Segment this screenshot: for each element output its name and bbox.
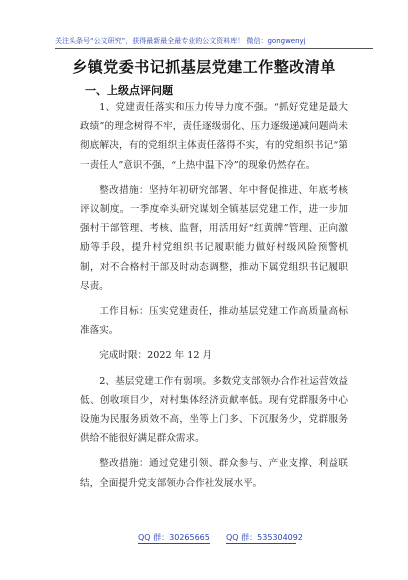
- footer-link-underline-2: [226, 543, 296, 544]
- header-divider: [55, 48, 373, 49]
- paragraph-goal-1: 工作目标：压实党建责任，推动基层党建工作高质量高标准落实。: [80, 306, 348, 337]
- paragraph-measures-1: 整改措施：坚持年初研究部署、年中督促推进、年底考核评议制度。一季度牵头研究谋划全镇基层党建工作，进一步加强村干部管理、考核、监督，用活用好“红黄牌”管理、正向激励等手段，提升村党组织书记履职能力做好村级风险预警机制，对不合格村干部及时动态调整，推动下属党组织书记履职尽责。: [80, 184, 348, 292]
- paragraph-deadline-1: 完成时限：2022 年 12 月: [99, 350, 213, 362]
- paragraph-issue-2: 2、基层党建工作有弱项。多数党支部领办合作社运营效益低、创收项目少，对村集体经济贡献率低。现有党群服务中心设施为民服务质效不高，坐等上门多、下沉服务少，党群服务供给不能很好满足群众需求。: [80, 375, 348, 445]
- section-heading: 一、上级点评问题: [85, 84, 173, 97]
- document-body: [80, 98, 348, 493]
- footer-qq-group-2[interactable]: QQ 群：535304092: [226, 533, 303, 542]
- header-banner[interactable]: 关注头条号“公文研究”，获得最新最全最专业的公文资料库！ 微信：gongwenyj: [55, 37, 306, 45]
- paragraph-issue-1: 1、党建责任落实和压力传导力度不强。“抓好党建是最大政绩”的理念树得不牢，责任逐级弱化、压力逐级递减问题尚未彻底解决，有的党组织主体责任落得不实，有的党组织书记“第一责任人”意识不强，“上热中温下冷”的现象仍然存在。: [80, 102, 348, 171]
- paragraph-measures-2: 整改措施：通过党建引领、群众参与、产业支撑、利益联结，全面提升党支部领办合作社发展水平。: [80, 458, 348, 489]
- document-title: 乡镇党委书记抓基层党建工作整改清单: [72, 58, 336, 76]
- footer-qq-group-1[interactable]: QQ 群：30265665: [138, 533, 210, 542]
- footer-link-underline-1: [138, 543, 210, 544]
